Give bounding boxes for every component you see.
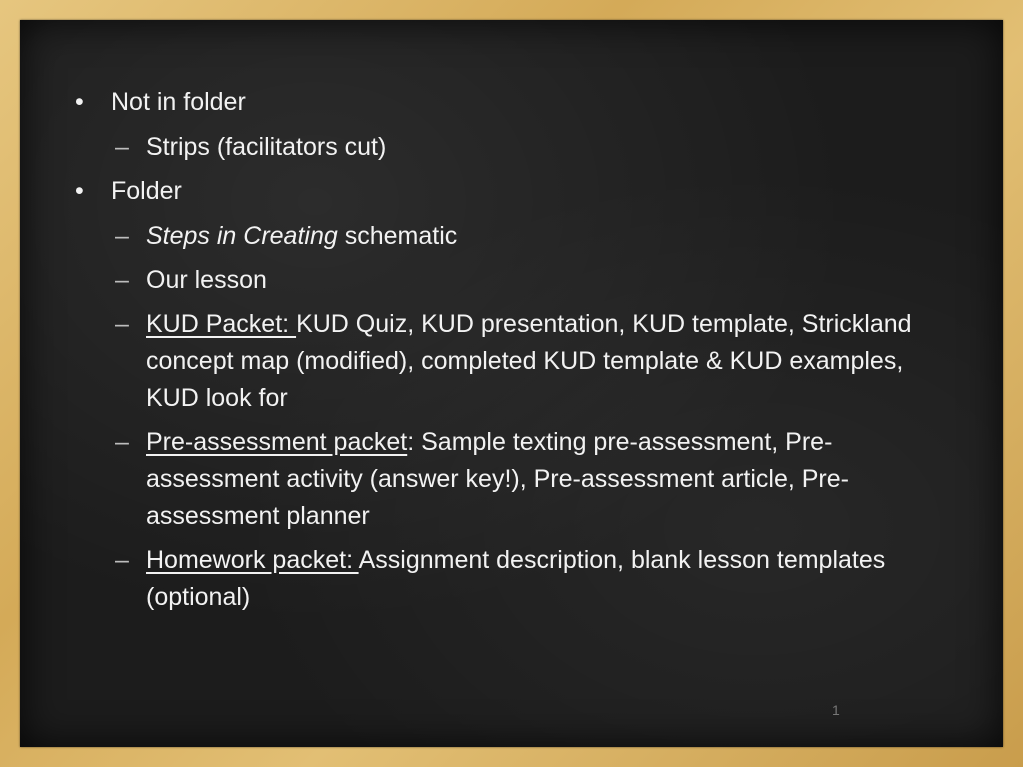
bullet-text: Not in folder — [111, 88, 246, 116]
chalkboard — [20, 20, 1003, 747]
bullet-icon: • — [75, 177, 84, 205]
sub-item-text: Strips (facilitators cut) — [146, 133, 387, 161]
dash-icon: – — [115, 428, 129, 456]
sub-item-underlined-text: KUD Packet: — [146, 310, 297, 338]
sub-item-underlined-text: Pre-assessment packet — [146, 428, 408, 456]
sub-item-text: KUD Quiz, KUD presentation, KUD template, Strickland concept map (modified), completed KUD template & KUD examples, KUD look for — [146, 310, 912, 412]
sub-item-underlined-text: Homework packet: — [146, 546, 359, 574]
dash-icon: – — [115, 133, 129, 161]
sub-item-strips — [75, 129, 935, 166]
sub-item-pre-assessment-packet — [75, 424, 935, 535]
sub-item-italic-text: Steps in Creating — [146, 222, 338, 250]
sub-item-text: Our lesson — [146, 266, 267, 294]
dash-icon: – — [115, 222, 129, 250]
sub-item-text: : Sample texting pre-assessment, Pre-assessment activity (answer key!), Pre-assessment article, Pre-assessment planner — [146, 428, 849, 530]
slide-number: 1 — [832, 702, 840, 718]
bullet-icon: • — [75, 88, 84, 116]
sub-item-homework-packet — [75, 542, 935, 616]
dash-icon: – — [115, 546, 129, 574]
sub-item-text: Assignment description, blank lesson templates (optional) — [146, 546, 886, 611]
sub-item-our-lesson — [75, 262, 935, 299]
slide-content — [75, 84, 935, 623]
dash-icon: – — [115, 266, 129, 294]
sub-item-text: schematic — [337, 222, 458, 250]
bullet-item-folder — [75, 173, 935, 210]
sub-item-kud-packet — [75, 306, 935, 417]
bullet-item-not-in-folder — [75, 84, 935, 121]
bullet-text: Folder — [111, 177, 182, 205]
dash-icon: – — [115, 310, 129, 338]
sub-item-steps-in-creating — [75, 218, 935, 255]
